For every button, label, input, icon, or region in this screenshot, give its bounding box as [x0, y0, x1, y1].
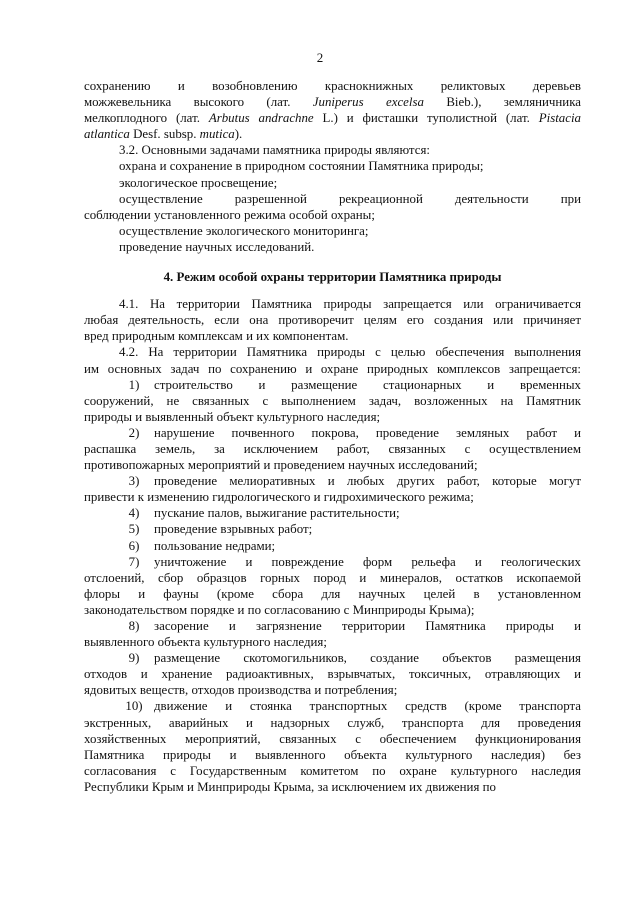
- paragraph-4-1-line: вред природным комплексам и их компонентам.: [84, 329, 349, 344]
- list-item-first-line: [84, 377, 581, 393]
- latin-name: atlantica: [84, 127, 130, 142]
- list-item-text: проведение взрывных работ;: [154, 522, 313, 537]
- list-item-first-line: [84, 698, 581, 714]
- list-item-continuation: законодательством порядке и по согласованию с Минприроды Крыма);: [84, 602, 475, 617]
- prohibition-list: [84, 377, 581, 795]
- text-run: L.) и фисташки туполистной (лат.: [313, 111, 539, 126]
- paragraph-4-2-line: им основных задач по сохранению и охране природных комплексов запрещается:: [84, 361, 581, 376]
- list-item-text: нарушение почвенного покрова, проведение земляных работ и: [154, 425, 581, 440]
- list-item-number: 6): [128, 538, 140, 553]
- list-item-number: 2): [128, 425, 140, 440]
- list-item-text: уничтожение и повреждение форм рельефа и геологических: [154, 554, 581, 569]
- list-item-first-line: [84, 425, 581, 441]
- list-item-number: 3): [128, 474, 140, 489]
- list-item-continuation: природы и выявленный объект культурного наследия;: [84, 409, 381, 424]
- task-item: проведение научных исследований.: [119, 239, 315, 254]
- list-item-continuation: флоры и фауны (кроме сбора для научных целей в установленном: [84, 586, 581, 601]
- list-item-first-line: [84, 473, 581, 489]
- list-item-continuation: согласования с Государственным комитетом по охране культурного наследия: [84, 763, 581, 778]
- list-item-first-line: [84, 521, 581, 537]
- task-item: осуществление экологического мониторинга;: [119, 223, 369, 238]
- page-number: 2: [316, 50, 324, 65]
- list-item-text: пускание палов, выжигание растительности;: [154, 506, 400, 521]
- list-item-number: 9): [128, 651, 140, 666]
- list-item-first-line: [84, 505, 581, 521]
- list-item-text: пользование недрами;: [154, 538, 276, 553]
- text-run: Bieb.), земляничника: [423, 95, 581, 110]
- list-item-first-line: [84, 650, 581, 666]
- task-item-continuation: соблюдении установленного режима особой охраны;: [84, 207, 375, 222]
- text-run: ).: [234, 127, 243, 142]
- latin-name: Pistacia: [538, 111, 581, 126]
- list-item-continuation: экстренных, аварийных и надзорных служб, транспорта для проведения: [84, 715, 581, 730]
- list-item-continuation: Памятника природы и выявленного объекта культурного наследия) без: [84, 747, 581, 762]
- list-item-text: засорение и загрязнение территории Памятника природы и: [154, 619, 581, 633]
- paragraph-4-1-line: 4.1. На территории Памятника природы запрещается или ограничивается: [119, 297, 581, 312]
- latin-name: Juniperus excelsa: [312, 95, 424, 110]
- list-item-number: 4): [128, 506, 140, 521]
- task-item: охрана и сохранение в природном состоянии Памятника природы;: [119, 159, 484, 174]
- list-item-continuation: распашка земель, за исключением работ, связанных с осуществлением: [84, 441, 581, 456]
- intro-line-1: сохранению и возобновлению краснокнижных реликтовых деревьев: [84, 79, 581, 93]
- text-run: мелкоплодного (лат.: [84, 111, 209, 126]
- list-item-continuation: противопожарных мероприятий и проведением научных исследований;: [84, 458, 478, 473]
- list-item-first-line: [84, 554, 581, 570]
- list-item-continuation: отслоений, сбор образцов горных пород и минералов, остатков ископаемой: [84, 570, 581, 585]
- list-item-continuation: хозяйственных мероприятий, связанных с обеспечением функционирования: [84, 731, 581, 746]
- paragraph-4-1-line: любая деятельность, если она противоречит целям его создания или причиняет: [84, 313, 581, 328]
- latin-name: mutica: [199, 127, 235, 142]
- list-item-number: 5): [128, 522, 140, 537]
- task-item: экологическое просвещение;: [119, 175, 278, 190]
- text-run: Desf. subsp.: [129, 127, 200, 142]
- list-item-continuation: отходов и хранение радиоактивных, взрывчатых, токсичных, отравляющих и: [84, 667, 581, 682]
- list-item-continuation: ядовитых веществ, отходов производства и потребления;: [84, 683, 398, 698]
- list-item-text: движение и стоянка транспортных средств (кроме транспорта: [154, 699, 581, 714]
- list-item-continuation: привести к изменению гидрологического и гидрохимического режима;: [84, 490, 474, 505]
- list-item-text: строительство и размещение стационарных и временных: [154, 377, 581, 392]
- document-body: [84, 78, 581, 795]
- list-item-first-line: [84, 538, 581, 554]
- intro-line-4: [84, 126, 581, 142]
- intro-line-2: [84, 94, 581, 110]
- list-item-continuation: выявленного объекта культурного наследия;: [84, 635, 327, 650]
- paragraph-4-2-line: 4.2. На территории Памятника природы с целью обеспечения выполнения: [119, 345, 581, 360]
- list-item-number: 10): [125, 699, 143, 714]
- list-item-text: размещение скотомогильников, создание объектов размещения: [154, 651, 581, 666]
- list-item-number: 1): [128, 377, 140, 392]
- list-item-continuation: Республики Крым и Минприроды Крыма, за исключением их движения по: [84, 779, 496, 794]
- text-run: можжевельника высокого (лат.: [84, 95, 313, 110]
- list-item-number: 7): [128, 554, 140, 569]
- intro-line-3: [84, 110, 581, 126]
- section-heading: 4. Режим особой охраны территории Памятника природы: [163, 270, 502, 285]
- latin-name: Arbutus andrachne: [208, 111, 314, 126]
- tasks-heading: 3.2. Основными задачами памятника природы являются:: [119, 143, 430, 158]
- list-item-first-line: [84, 618, 581, 634]
- list-item-text: проведение мелиоративных и любых других работ, которые могут: [154, 474, 581, 489]
- list-item-continuation: сооружений, не связанных с выполнением задач, возложенных на Памятник: [84, 393, 581, 408]
- list-item-number: 8): [128, 619, 140, 633]
- task-item: осуществление разрешенной рекреационной деятельности при: [119, 191, 581, 206]
